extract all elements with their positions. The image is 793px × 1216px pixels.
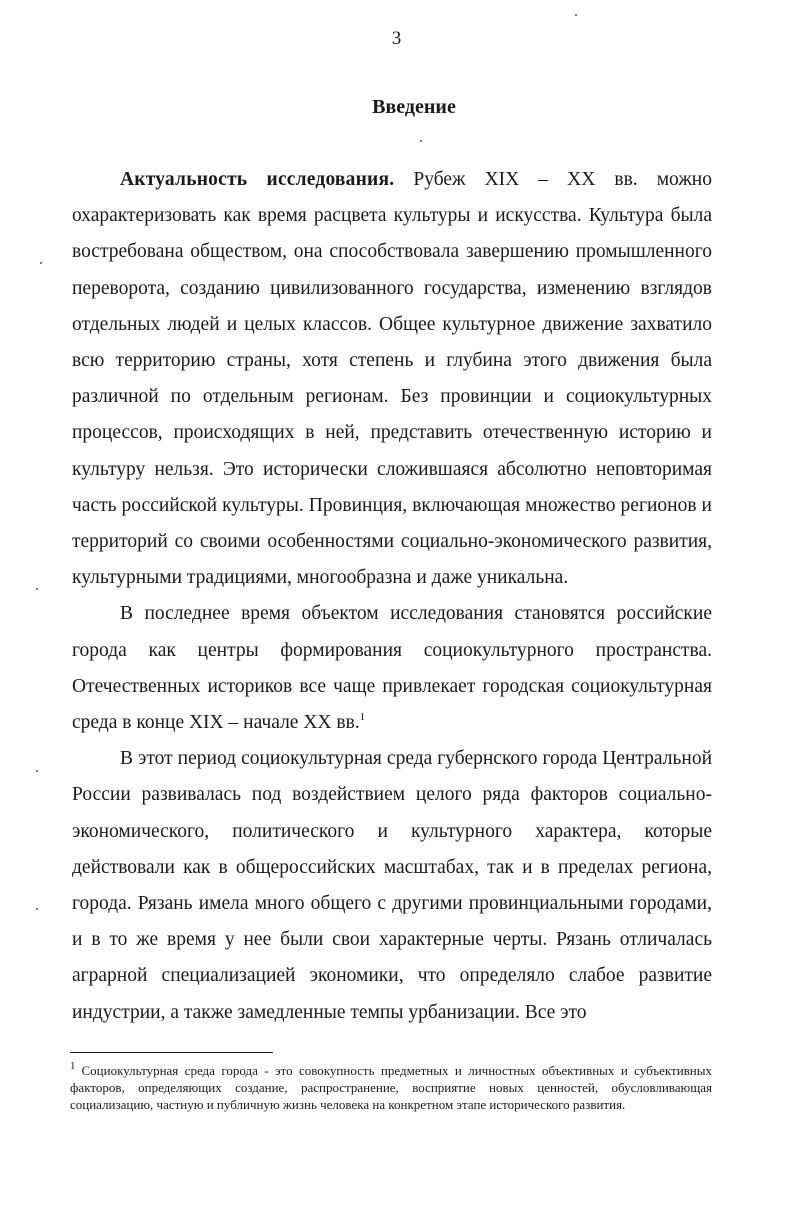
footnote-text: Социокультурная среда города - это совокупность предметных и личностных объективных и субъективных факторов, определяющих создание, распространение, восприятие новых ценностей, обусловливающая социализацию, частную и публичную жизнь человека на конкретном этапе исторического развития. xyxy=(70,1063,712,1112)
footnote-divider xyxy=(70,1052,273,1053)
paragraph-cities xyxy=(72,596,712,741)
page-number: 3 xyxy=(391,28,402,49)
scan-speck xyxy=(420,140,422,142)
footnote-mark: 1 xyxy=(70,1060,76,1072)
paragraph-lead: Актуальность исследования. xyxy=(120,169,395,190)
footnote xyxy=(70,1062,712,1113)
scan-speck xyxy=(36,588,38,590)
paragraph-text: Рубеж XIX – XX вв. можно охарактеризовать как время расцвета культуры и искусства. Культура была востребована обществом, она способствовала завершению промышленного переворота, созданию цивилизованного государства, изменению взглядов отдельных людей и целых классов. Общее культурное движение захватило всю территорию страны, хотя степень и глубина этого движения была различной по отдельным регионам. Без провинции и социокультурных процессов, происходящих в ней, представить отечественную историю и культуру нельзя. Это исторически сложившаяся абсолютно неповторимая часть российской культуры. Провинция, включающая множество регионов и территорий со своими особенностями социально-экономического развития, культурными традициями, многообразна и даже уникальна. xyxy=(72,169,712,589)
footnote-reference[interactable]: 1 xyxy=(359,711,366,724)
scan-speck xyxy=(40,262,42,264)
body-text xyxy=(72,162,712,1031)
scan-speck xyxy=(36,908,38,910)
scan-speck xyxy=(575,14,577,16)
section-title: Введение xyxy=(372,96,456,118)
scan-speck xyxy=(36,770,38,772)
paragraph-ryazan xyxy=(72,741,712,1031)
paragraph-text: В этот период социокультурная среда губернского города Центральной России развивалась под воздействием целого ряда факторов социально-экономического, политического и культурного характера, которые действовали как в общероссийских масштабах, так и в пределах региона, города. Рязань имела много общего с другими провинциальными городами, и в то же время у нее были свои характерные черты. Рязань отличалась аграрной специализацией экономики, что определяло слабое развитие индустрии, а также замедленные темпы урбанизации. Все это xyxy=(72,748,712,1023)
paragraph-relevance xyxy=(72,162,712,596)
paragraph-text: В последнее время объектом исследования становятся российские города как центры формирования социокультурного пространства. Отечественных историков все чаще привлекает городская социокультурная среда в конце XIX – начале XX вв. xyxy=(72,603,712,734)
